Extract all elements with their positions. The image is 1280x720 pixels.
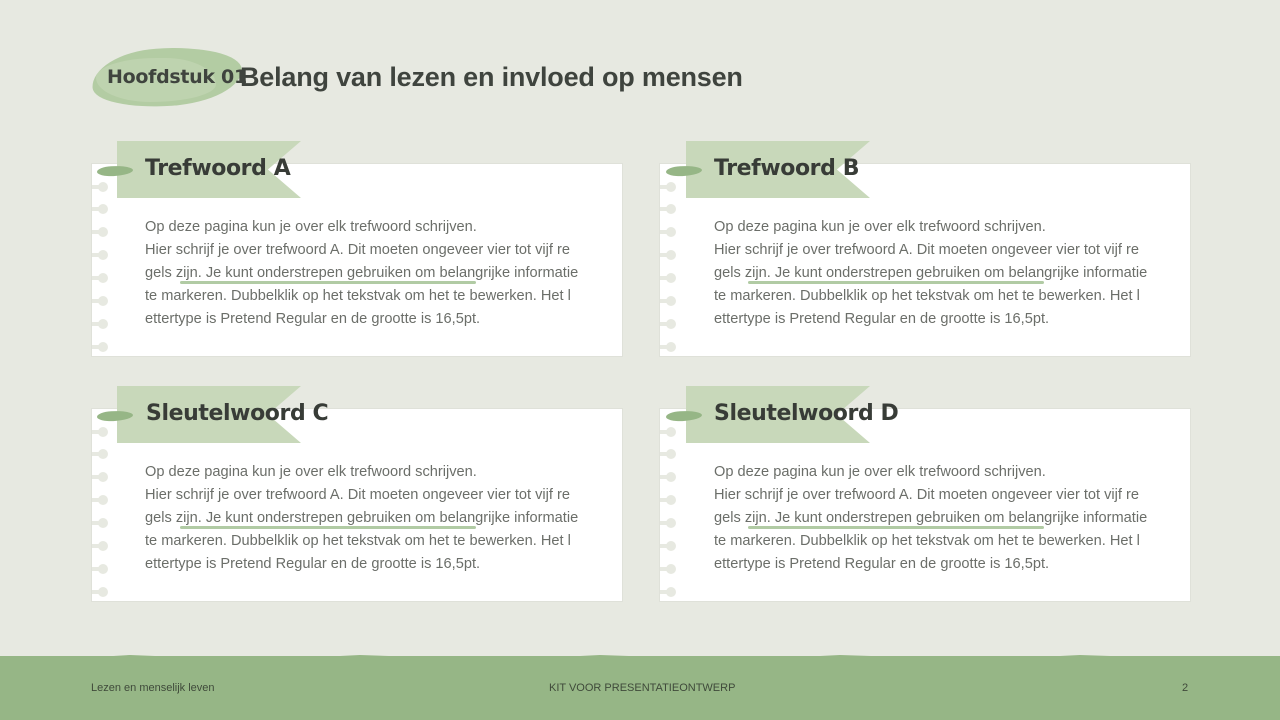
keyword-label-d: Sleutelwoord D [714,401,899,426]
notebook-holes [92,419,116,589]
chapter-label: Hoofdstuk 01 [107,66,247,88]
page-number: 2 [1182,682,1189,694]
notebook-holes [660,419,684,589]
card-body: Op deze pagina kun je over elk trefwoord schrijven. Hier schrijf je over trefwoord A. Dit moeten ongeveer vier tot vijf re gels zijn. Je kunt onderstrepen gebruiken om belangrijke informatie te markeren. Dubbelklik op het tekstvak om het te bewerken. Het l ettertype is Pretend Regular en de grootte is 16,5pt. [145,464,579,572]
highlight-underline [748,281,1044,284]
card-body: Op deze pagina kun je over elk trefwoord schrijven. Hier schrijf je over trefwoord A. Dit moeten ongeveer vier tot vijf re gels zijn. Je kunt onderstrepen gebruiken om belangrijke informatie te markeren. Dubbelklik op het tekstvak om het te bewerken. Het l ettertype is Pretend Regular en de grootte is 16,5pt. [145,219,579,327]
keyword-label-b: Trefwoord B [714,156,860,181]
highlight-underline [748,526,1044,529]
footer-left-text: Lezen en menselijk leven [91,682,215,694]
notebook-holes [92,174,116,344]
keyword-label-a: Trefwoord A [145,156,291,181]
page-title: Belang van lezen en invloed op mensen [240,62,743,92]
notebook-holes [660,174,684,344]
highlight-underline [180,281,476,284]
keyword-label-c: Sleutelwoord C [146,401,329,426]
card-body: Op deze pagina kun je over elk trefwoord schrijven. Hier schrijf je over trefwoord A. Dit moeten ongeveer vier tot vijf re gels zijn. Je kunt onderstrepen gebruiken om belangrijke informatie te markeren. Dubbelklik op het tekstvak om het te bewerken. Het l ettertype is Pretend Regular en de grootte is 16,5pt. [714,464,1148,572]
card-body: Op deze pagina kun je over elk trefwoord schrijven. Hier schrijf je over trefwoord A. Dit moeten ongeveer vier tot vijf re gels zijn. Je kunt onderstrepen gebruiken om belangrijke informatie te markeren. Dubbelklik op het tekstvak om het te bewerken. Het l ettertype is Pretend Regular en de grootte is 16,5pt. [714,219,1148,327]
footer-center-text: KIT VOOR PRESENTATIEONTWERP [549,682,736,694]
highlight-underline [180,526,476,529]
